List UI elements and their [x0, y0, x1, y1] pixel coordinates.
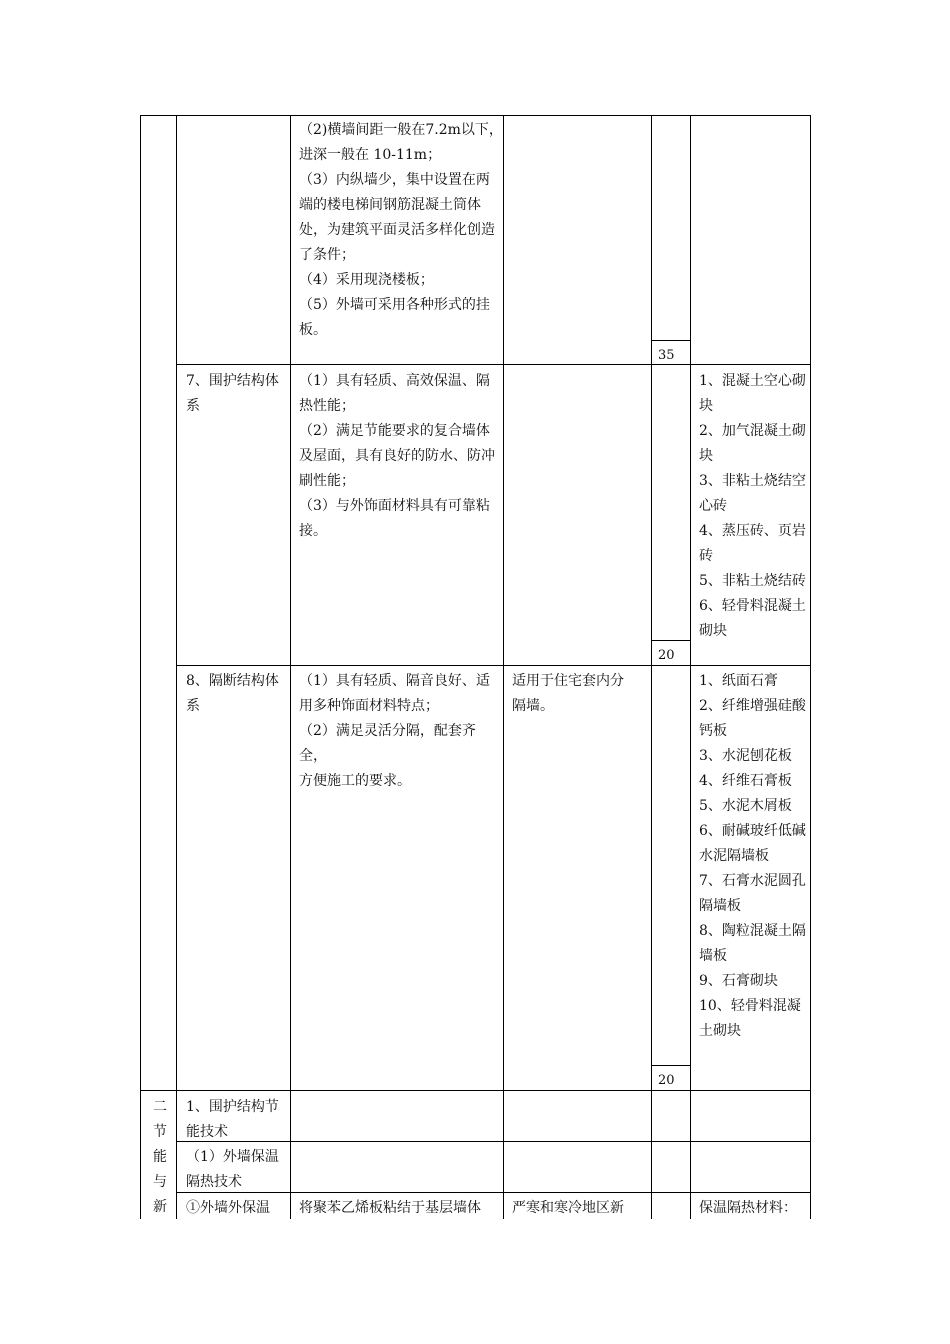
- products-cell-8: 1、纸面石膏 2、纤维增强硅酸 钙板 3、水泥刨花板 4、纤维石膏板 5、水泥木屑板 6、耐碱玻纤低碱 水泥隔墙板 7、石膏水泥圆孔 隔墙板 8、陶粒混凝土隔 墙板 9、石膏砌块 10、轻骨料混凝 土砌块: [699, 673, 806, 1039]
- table-border-left: [140, 115, 141, 1219]
- section-divider-2: [140, 1090, 811, 1091]
- score-value: 35: [658, 348, 675, 363]
- column-divider-5: [690, 115, 691, 1219]
- score-divider-row-continuation: [651, 340, 691, 341]
- requirements-cell-2-a: 将聚苯乙烯板粘结于基层墙体: [299, 1200, 481, 1216]
- item-cell-2-a: ①外墙外保温: [186, 1200, 270, 1216]
- column-divider-2: [290, 115, 291, 1219]
- column-divider-4: [651, 115, 652, 1219]
- row-divider-8: [176, 665, 811, 666]
- products-cell-2-a: 保温隔热材料：: [699, 1200, 797, 1216]
- column-divider-1: [176, 115, 177, 1219]
- products-cell-7: 1、混凝土空心砌 块 2、加气混凝土砌 块 3、非粘土烧结空 心砖 4、蒸压砖、页岩 砖 5、非粘土烧结砖 6、轻骨料混凝土 砌块: [699, 373, 806, 639]
- table-border-top: [140, 115, 811, 116]
- item-cell-2-1: 1、围护结构节 能技术: [186, 1099, 279, 1140]
- requirements-cell: （2)横墙间距一般在7.2m以下， 进深一般在 10-11m； （3）内纵墙少，集中设置在两 端的楼电梯间钢筋混凝土筒体 处，为建筑平面灵活多样化创造 了条件； （4）采用现浇楼板； （5）外墙可采用各种形式的挂 板。: [299, 122, 503, 338]
- scope-cell-8: 适用于住宅套内分 隔墙。: [512, 673, 624, 714]
- item-cell-8: 8、隔断结构体 系: [186, 673, 279, 714]
- score-value-7: 20: [658, 648, 675, 663]
- requirements-cell-7: （1）具有轻质、高效保温、隔 热性能； （2）满足节能要求的复合墙体 及屋面，具有良好的防水、防冲 刷性能； （3）与外饰面材料具有可靠粘 接。: [299, 373, 495, 539]
- scope-cell-2-a: 严寒和寒冷地区新: [512, 1200, 624, 1216]
- column-divider-3: [503, 115, 504, 1219]
- table-border-right: [810, 115, 811, 1219]
- item-cell-7: 7、围护结构体 系: [186, 373, 279, 414]
- score-divider-row-8: [651, 1065, 691, 1066]
- score-value-8: 20: [658, 1073, 675, 1088]
- category-cell-2: 二 节 能 与 新: [153, 1099, 167, 1215]
- row-divider-7: [176, 364, 811, 365]
- requirements-cell-8: （1）具有轻质、隔音良好、适 用多种饰面材料特点； （2）满足灵活分隔，配套齐全， 方便施工的要求。: [299, 673, 490, 789]
- score-divider-row-7: [651, 640, 691, 641]
- item-cell-2-1-1: （1）外墙保温 隔热技术: [186, 1149, 279, 1190]
